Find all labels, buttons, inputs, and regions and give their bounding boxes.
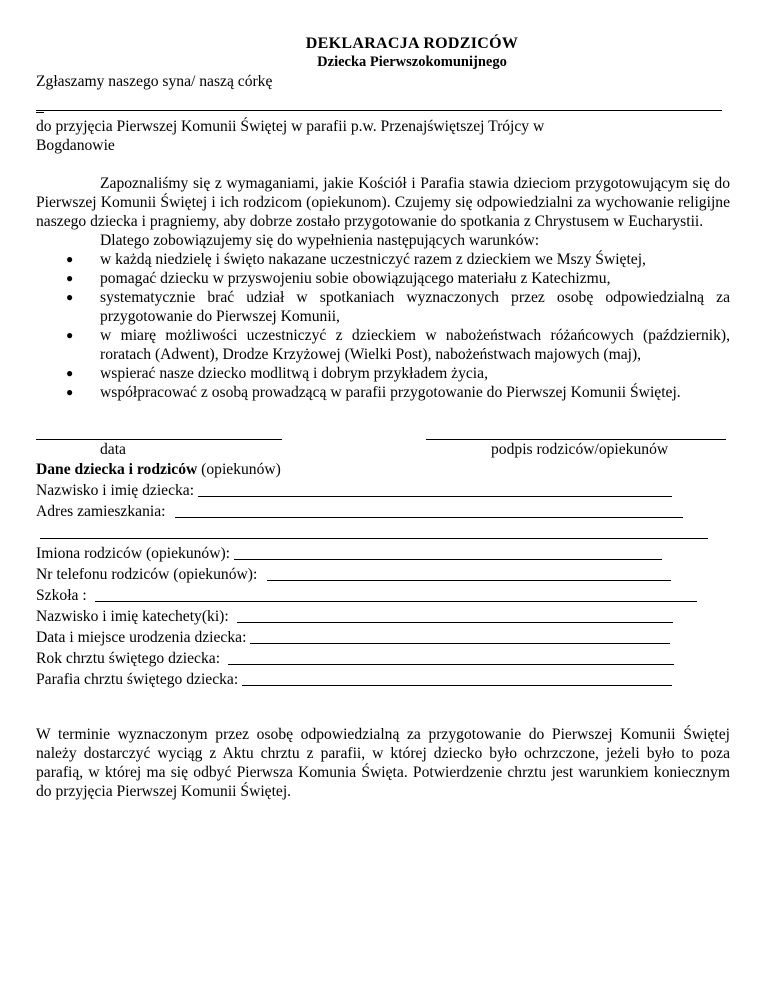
condition-item: [36, 326, 730, 364]
field-label: Szkoła :: [36, 587, 87, 604]
field-school: [36, 584, 730, 605]
field-address: [36, 500, 730, 521]
condition-text: pomagać dziecku w przyswojeniu sobie obowiązującego materiału z Katechizmu,: [100, 270, 611, 287]
bullet-icon: ●: [66, 271, 74, 285]
field-label: Parafia chrztu świętego dziecka:: [36, 671, 239, 688]
intro-parish-town: Bogdanowie: [36, 137, 115, 154]
field-input[interactable]: [95, 587, 697, 602]
intro-line: Zgłaszamy naszego syna/ naszą córkę: [36, 73, 273, 90]
field-label: Rok chrztu świętego dziecka:: [36, 650, 221, 667]
field-label: Data i miejsce urodzenia dziecka:: [36, 629, 247, 646]
field-input[interactable]: [250, 629, 670, 644]
condition-item: [36, 250, 730, 269]
condition-item: [36, 269, 730, 288]
field-parents-phone: [36, 563, 730, 584]
field-input[interactable]: [175, 503, 683, 518]
intro-parish-line: do przyjęcia Pierwszej Komunii Świętej w parafii p.w. Przenajświętszej Trójcy w: [36, 118, 545, 135]
baptism-note: W terminie wyznaczonym przez osobę odpowiedzialną za przygotowanie do Pierwszej Komunii Świętej należy dostarczyć wyciąg z Aktu chrztu z parafii, w której dziecko było ochrzczone, jeżeli było to poza parafią, w której ma się odbyć Pierwsza Komunia Święta. Potwierdzenie chrztu jest warunkiem koniecznym do przyjęcia Pierwszej Komunii Świętej.: [36, 726, 730, 800]
signature-blank-line[interactable]: [426, 420, 726, 440]
child-name-blank-line[interactable]: [36, 97, 722, 111]
field-input[interactable]: [237, 608, 673, 623]
condition-text: wspierać nasze dziecko modlitwą i dobrym przykładem życia,: [100, 365, 488, 382]
commitment-line: Dlatego zobowiązujemy się do wypełnienia następujących warunków:: [100, 232, 540, 249]
document-title: DEKLARACJA RODZICÓW: [305, 35, 519, 52]
condition-text: w miarę możliwości uczestniczyć z dzieckiem w nabożeństwach różańcowych (październik), roratach (Adwent), Drodze Krzyżowej (Wielki Post), nabożeństwach majowych (maj),: [100, 327, 730, 363]
condition-text: współpracować z osobą prowadzącą w parafii przygotowanie do Pierwszej Komunii Świętej.: [100, 384, 681, 401]
field-input[interactable]: [234, 545, 662, 560]
details-heading: [36, 460, 730, 479]
conditions-list: [36, 250, 730, 402]
bullet-icon: ●: [66, 385, 74, 399]
condition-item: [36, 364, 730, 383]
field-input[interactable]: [242, 671, 672, 686]
field-label: Imiona rodziców (opiekunów):: [36, 545, 231, 562]
details-heading-suffix: (opiekunów): [197, 461, 281, 478]
date-label: data: [100, 441, 126, 458]
condition-item: [36, 383, 730, 402]
signature-label: podpis rodziców/opiekunów: [491, 441, 669, 458]
field-baptism-year: [36, 647, 730, 668]
declaration-document: [36, 34, 730, 801]
condition-item: [36, 288, 730, 326]
field-birth: [36, 626, 730, 647]
field-input[interactable]: [40, 524, 708, 539]
field-parents-names: [36, 542, 730, 563]
field-input[interactable]: [267, 566, 671, 581]
field-catechist: [36, 605, 730, 626]
field-address-continued: [36, 521, 730, 542]
body-paragraph: Zapoznaliśmy się z wymaganiami, jakie Kościół i Parafia stawia dzieciom przygotowującym się do Pierwszej Komunii Świętej i ich rodzicom (opiekunom). Czujemy się odpowiedzialni za wychowanie religijne naszego dziecka i pragniemy, aby dobrze zostało przygotowanie do spotkania z Chrystusem w Eucharystii.: [36, 175, 730, 230]
bullet-icon: ●: [66, 328, 74, 342]
signature-section: [36, 420, 730, 460]
bullet-icon: ●: [66, 366, 74, 380]
line-continuation-mark: [36, 112, 44, 113]
field-label: Nr telefonu rodziców (opiekunów):: [36, 566, 258, 583]
details-heading-bold: Dane dziecka i rodziców: [36, 461, 198, 478]
field-label: Nazwisko i imię dziecka:: [36, 482, 195, 499]
condition-text: systematycznie brać udział w spotkaniach wyznaczonych przez osobę odpowiedzialną za przygotowanie do Pierwszej Komunii,: [100, 289, 730, 325]
bullet-icon: ●: [66, 252, 74, 266]
field-label: Adres zamieszkania:: [36, 503, 166, 520]
condition-text: w każdą niedzielę i święto nakazane uczestniczyć razem z dzieckiem we Mszy Świętej,: [100, 251, 646, 268]
document-subtitle: Dziecka Pierwszokomunijnego: [317, 54, 507, 70]
date-blank-line[interactable]: [36, 420, 282, 440]
field-child-name: [36, 479, 730, 500]
bullet-icon: ●: [66, 290, 74, 304]
field-input[interactable]: [228, 650, 674, 665]
field-baptism-parish: [36, 668, 730, 689]
field-input[interactable]: [198, 482, 672, 497]
field-label: Nazwisko i imię katechety(ki):: [36, 608, 229, 625]
